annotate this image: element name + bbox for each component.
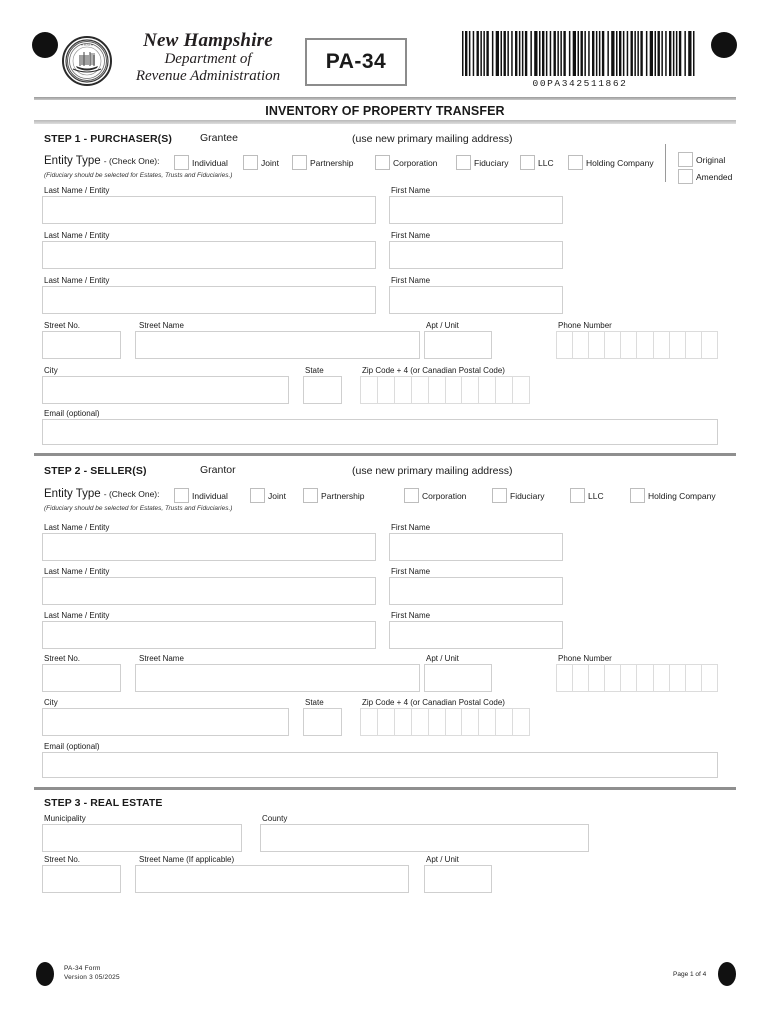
step1-first-name-label-1: First Name — [391, 186, 431, 195]
barcode-image — [460, 31, 700, 76]
step3-county-label: County — [262, 814, 288, 823]
step2-label-partnership: Partnership — [321, 491, 365, 501]
step1-zip-input[interactable] — [360, 376, 530, 404]
step2-apt-label: Apt / Unit — [426, 654, 459, 663]
state-seal-icon — [62, 36, 112, 86]
step3-street-no-input[interactable] — [42, 865, 121, 893]
registration-mark-top-left — [32, 32, 58, 58]
step2-fiduciary-note: (Fiduciary should be selected for Estates, Trusts and Fiduciaries.) — [44, 505, 233, 512]
step2-alt-title: Grantor — [200, 464, 236, 476]
step1-note: (use new primary mailing address) — [352, 133, 513, 145]
footer-page-indicator: Page 1 of 4 — [673, 971, 707, 978]
step1-phone-input[interactable] — [556, 331, 718, 359]
step2-email-input[interactable] — [42, 752, 718, 778]
step2-checkbox-holding-company[interactable] — [630, 488, 645, 503]
step1-last-name-label-1: Last Name / Entity — [44, 186, 110, 195]
step2-street-no-input[interactable] — [42, 664, 121, 692]
step2-email-label: Email (optional) — [44, 742, 100, 751]
step1-city-label: City — [44, 366, 58, 375]
step2-street-name-label: Street Name — [139, 654, 184, 663]
step1-last-name-label-2: Last Name / Entity — [44, 231, 110, 240]
footer-form-name: PA-34 Form — [64, 965, 101, 972]
step2-apt-input[interactable] — [424, 664, 492, 692]
registration-mark-top-right — [711, 32, 737, 58]
step2-first-name-label-2: First Name — [391, 567, 431, 576]
step1-first-name-label-2: First Name — [391, 231, 431, 240]
step1-last-name-label-3: Last Name / Entity — [44, 276, 110, 285]
step2-phone-label: Phone Number — [558, 654, 612, 663]
step1-city-input[interactable] — [42, 376, 289, 404]
step1-label-corporation: Corporation — [393, 158, 438, 168]
step2-entity-type-label: Entity Type - (Check One): — [44, 488, 160, 500]
step1-label-joint: Joint — [261, 158, 279, 168]
step1-state-label: State — [305, 366, 324, 375]
step2-last-name-input-3[interactable] — [42, 621, 376, 649]
step1-phone-label: Phone Number — [558, 321, 612, 330]
step2-state-input[interactable] — [303, 708, 342, 736]
step2-zip-input[interactable] — [360, 708, 530, 736]
step2-last-name-label-2: Last Name / Entity — [44, 567, 110, 576]
step2-city-label: City — [44, 698, 58, 707]
agency-name — [118, 30, 298, 85]
step1-apt-label: Apt / Unit — [426, 321, 459, 330]
step2-checkbox-llc[interactable] — [570, 488, 585, 503]
step1-checkbox-individual[interactable] — [174, 155, 189, 170]
registration-mark-bottom-right — [718, 962, 736, 986]
step1-label-partnership: Partnership — [310, 158, 354, 168]
step2-label-holding-company: Holding Company — [648, 491, 716, 501]
page-title: INVENTORY OF PROPERTY TRANSFER — [265, 104, 505, 118]
step1-street-no-input[interactable] — [42, 331, 121, 359]
step1-zip-label: Zip Code + 4 (or Canadian Postal Code) — [362, 366, 505, 375]
step1-email-input[interactable] — [42, 419, 718, 445]
step2-label-fiduciary: Fiduciary — [510, 491, 545, 501]
step1-checkbox-fiduciary[interactable] — [456, 155, 471, 170]
step2-street-name-input[interactable] — [135, 664, 420, 692]
step3-title: STEP 3 - REAL ESTATE — [44, 797, 163, 809]
step1-checkbox-corporation[interactable] — [375, 155, 390, 170]
svg-text:★ SEAL ★: ★ SEAL ★ — [80, 43, 94, 47]
step3-municipality-input[interactable] — [42, 824, 242, 852]
step1-label-llc: LLC — [538, 158, 554, 168]
step2-first-name-input-3[interactable] — [389, 621, 563, 649]
agency-line-2: Department of — [164, 51, 252, 68]
checkbox-original[interactable] — [678, 152, 693, 167]
step1-first-name-input-1[interactable] — [389, 196, 563, 224]
step1-first-name-label-3: First Name — [391, 276, 431, 285]
step2-checkbox-individual[interactable] — [174, 488, 189, 503]
step1-street-name-input[interactable] — [135, 331, 420, 359]
step2-step3-divider — [34, 787, 736, 790]
step1-state-input[interactable] — [303, 376, 342, 404]
step1-entity-type-label: Entity Type - (Check One): — [44, 155, 160, 167]
step2-last-name-label-1: Last Name / Entity — [44, 523, 110, 532]
step1-apt-input[interactable] — [424, 331, 492, 359]
step3-apt-label: Apt / Unit — [426, 855, 459, 864]
step1-last-name-input-1[interactable] — [42, 196, 376, 224]
step2-state-label: State — [305, 698, 324, 707]
step1-step2-divider — [34, 453, 736, 456]
step3-street-name-input[interactable] — [135, 865, 409, 893]
form-code-box — [305, 38, 407, 86]
registration-mark-bottom-left — [36, 962, 54, 986]
step1-first-name-input-2[interactable] — [389, 241, 563, 269]
step2-label-joint: Joint — [268, 491, 286, 501]
step1-fiduciary-note: (Fiduciary should be selected for Estates, Trusts and Fiduciaries.) — [44, 172, 233, 179]
step2-last-name-input-2[interactable] — [42, 577, 376, 605]
footer-version: Version 3 05/2025 — [64, 974, 120, 981]
step2-label-llc: LLC — [588, 491, 604, 501]
filing-type-divider — [665, 144, 666, 182]
title-underbar — [34, 120, 736, 124]
step2-note: (use new primary mailing address) — [352, 465, 513, 477]
step3-municipality-label: Municipality — [44, 814, 86, 823]
step2-label-individual: Individual — [192, 491, 228, 501]
step1-email-label: Email (optional) — [44, 409, 100, 418]
step1-checkbox-joint[interactable] — [243, 155, 258, 170]
step1-label-holding-company: Holding Company — [586, 158, 654, 168]
step2-first-name-label-3: First Name — [391, 611, 431, 620]
step1-last-name-input-2[interactable] — [42, 241, 376, 269]
step1-last-name-input-3[interactable] — [42, 286, 376, 314]
step2-title: STEP 2 - SELLER(S) — [44, 465, 147, 477]
step3-street-no-label: Street No. — [44, 855, 81, 864]
form-code-label: PA-34 — [325, 50, 387, 73]
step3-apt-input[interactable] — [424, 865, 492, 893]
step3-street-name-label: Street Name (If applicable) — [139, 855, 235, 864]
step2-city-input[interactable] — [42, 708, 289, 736]
step1-street-name-label: Street Name — [139, 321, 184, 330]
step1-label-individual: Individual — [192, 158, 228, 168]
step3-county-input[interactable] — [260, 824, 589, 852]
step2-first-name-label-1: First Name — [391, 523, 431, 532]
barcode-block — [460, 31, 700, 89]
step2-street-no-label: Street No. — [44, 654, 81, 663]
step2-label-corporation: Corporation — [422, 491, 467, 501]
header-divider — [34, 97, 736, 100]
step2-checkbox-partnership[interactable] — [303, 488, 318, 503]
step1-street-no-label: Street No. — [44, 321, 81, 330]
step2-checkbox-fiduciary[interactable] — [492, 488, 507, 503]
step1-title: STEP 1 - PURCHASER(S) — [44, 133, 172, 145]
label-amended: Amended — [696, 172, 733, 182]
barcode-number: 00PA342511862 — [532, 78, 628, 89]
step2-checkbox-corporation[interactable] — [404, 488, 419, 503]
checkbox-amended[interactable] — [678, 169, 693, 184]
step1-checkbox-partnership[interactable] — [292, 155, 307, 170]
step1-checkbox-holding-company[interactable] — [568, 155, 583, 170]
step2-last-name-label-3: Last Name / Entity — [44, 611, 110, 620]
step1-first-name-input-3[interactable] — [389, 286, 563, 314]
agency-line-1: New Hampshire — [143, 30, 273, 51]
agency-line-3: Revenue Administration — [135, 68, 281, 85]
step1-checkbox-llc[interactable] — [520, 155, 535, 170]
step2-phone-input[interactable] — [556, 664, 718, 692]
label-original: Original — [696, 155, 726, 165]
step2-checkbox-joint[interactable] — [250, 488, 265, 503]
step2-first-name-input-2[interactable] — [389, 577, 563, 605]
step2-first-name-input-1[interactable] — [389, 533, 563, 561]
step2-zip-label: Zip Code + 4 (or Canadian Postal Code) — [362, 698, 505, 707]
step2-last-name-input-1[interactable] — [42, 533, 376, 561]
step1-alt-title: Grantee — [200, 132, 238, 144]
form-header — [0, 0, 770, 96]
step1-label-fiduciary: Fiduciary — [474, 158, 509, 168]
